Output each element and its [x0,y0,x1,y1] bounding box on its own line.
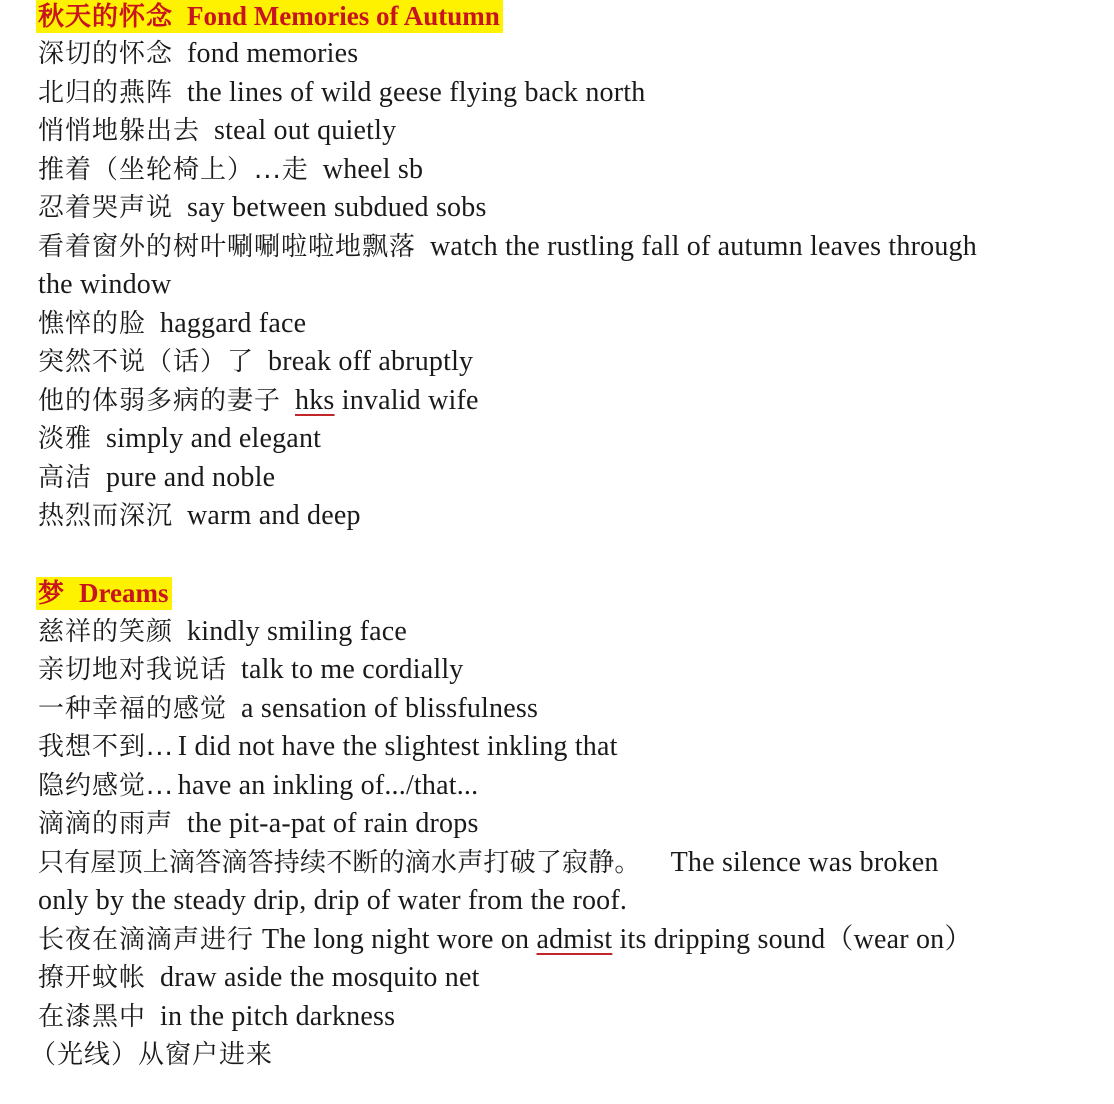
heading-cn: 秋天的怀念 [38,2,174,32]
vocab-entry [38,1001,395,1033]
vocab-entry-continuation [38,269,171,301]
vocab-entry [38,385,479,417]
entry-en-part1: The long night wore on [262,924,537,955]
entry-en: watch the rustling fall of autumn leaves through [430,231,977,262]
entry-en-part2: its dripping sound（wear on） [612,924,973,955]
entry-en: pure and noble [106,462,276,493]
vocab-entry [38,346,473,378]
heading-en: Dreams [79,578,169,608]
vocab-entry [38,654,464,686]
entry-en: The silence was broken [670,847,939,878]
vocab-entry [38,115,396,147]
vocab-entry [38,154,423,186]
entry-cn: 亲切地对我说话 [38,655,228,685]
entry-en: fond memories [187,38,359,69]
entry-en: steal out quietly [214,115,397,146]
entry-cn: 撩开蚊帐 [38,963,147,993]
entry-en: break off abruptly [268,346,474,377]
entry-en: kindly smiling face [187,616,407,647]
entry-cn: 在漆黑中 [38,1002,147,1032]
entry-en [295,385,479,416]
entry-en [262,924,973,955]
heading-cn: 梦 [38,579,66,609]
vocab-entry [38,77,645,109]
spellcheck-underlined-word: hks [295,385,335,416]
heading-en: Fond Memories of Autumn [187,1,500,31]
entry-en-rest: invalid wife [334,385,479,416]
vocab-entry [38,616,407,648]
entry-en: warm and deep [187,500,361,531]
section-heading-dreams [36,577,172,610]
vocab-entry [38,924,973,956]
entry-cn: 他的体弱多病的妻子 [38,386,282,416]
entry-cn: 我想不到... [38,732,174,762]
vocab-entry [38,731,618,763]
entry-cn: （光线）从窗户进来 [30,1040,274,1070]
entry-en: in the pitch darkness [160,1001,396,1032]
vocab-entry [38,423,321,455]
vocab-entry [38,808,479,840]
entry-en: haggard face [160,308,307,339]
entry-en: the pit-a-pat of rain drops [187,808,479,839]
entry-en: wheel sb [322,154,424,185]
entry-en: I did not have the slightest inkling that [177,731,618,762]
entry-cn: 淡雅 [38,424,93,454]
entry-cn: 推着（坐轮椅上）...走 [38,155,309,185]
entry-en: the lines of wild geese flying back north [187,77,646,108]
entry-en: talk to me cordially [241,654,464,685]
entry-cn: 热烈而深沉 [38,501,174,531]
entry-cn: 隐约感觉... [38,771,174,801]
entry-cn: 悄悄地躲出去 [38,116,201,146]
vocab-entry [38,962,480,994]
vocab-entry [38,770,478,802]
entry-en: simply and elegant [106,423,322,454]
entry-cn: 滴滴的雨声 [38,809,174,839]
entry-en-continued: the window [38,269,172,300]
entry-cn: 北归的燕阵 [38,78,174,108]
vocab-entry [38,38,358,70]
entry-cn: 突然不说（话）了 [38,347,255,377]
vocab-entry [38,192,487,224]
entry-cn: 只有屋顶上滴答滴答持续不断的滴水声打破了寂静。 [38,848,641,878]
vocab-entry [38,847,939,879]
entry-en: say between subdued sobs [187,192,487,223]
vocab-entry [38,693,538,725]
vocab-entry [38,308,306,340]
vocab-entry [30,1039,287,1071]
entry-cn: 忍着哭声说 [38,193,174,223]
vocab-entry [38,500,361,532]
entry-en: draw aside the mosquito net [160,962,480,993]
vocab-entry-continuation [38,885,627,917]
entry-en: a sensation of blissfulness [241,693,539,724]
vocab-entry [38,231,977,263]
entry-cn: 长夜在滴滴声进行 [38,925,255,955]
entry-cn: 看着窗外的树叶唰唰啦啦地飘落 [38,232,417,262]
entry-cn: 慈祥的笑颜 [38,617,174,647]
entry-cn: 高洁 [38,463,93,493]
entry-cn: 憔悴的脸 [38,309,147,339]
entry-cn: 深切的怀念 [38,39,174,69]
vocab-entry [38,462,275,494]
entry-en-continued: only by the steady drip, drip of water from the roof. [38,885,628,916]
entry-cn: 一种幸福的感觉 [38,694,228,724]
section-heading-autumn [36,0,503,33]
entry-en: have an inkling of.../that... [177,770,479,801]
spellcheck-underlined-word: admist [536,924,613,955]
